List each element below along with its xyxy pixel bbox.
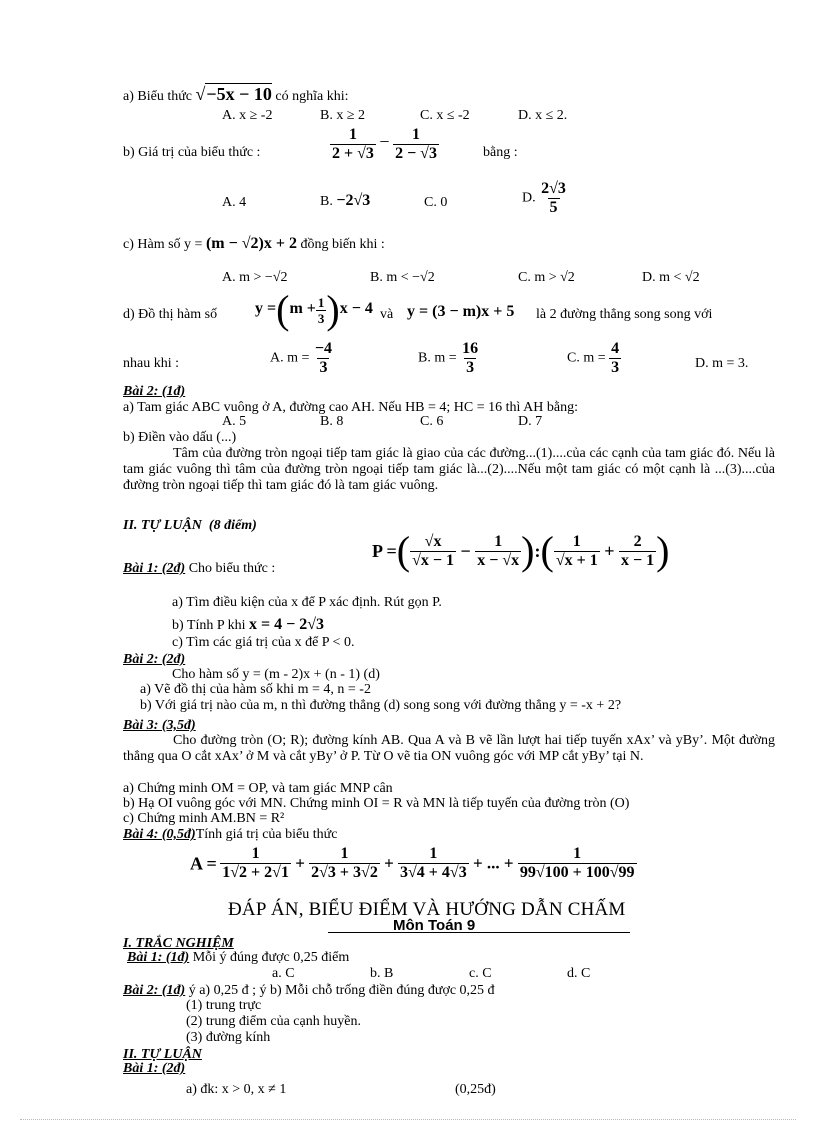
q1b-option-c: C. 0 [424, 195, 448, 210]
q1b-suffix: bằng : [483, 145, 518, 160]
answer-subtitle: Môn Toán 9 [393, 917, 476, 934]
q1a-option-c: C. x ≤ -2 [420, 108, 470, 123]
answer-b1-row: Bài 1: (1đ) Mỗi ý đúng được 0,25 điểm [127, 950, 350, 965]
q1c-option-b: B. m < −√2 [370, 270, 435, 285]
tl-b2-intro: Cho hàm số y = (m - 2)x + (n - 1) (d) [172, 667, 380, 682]
sqrt-expression: √−5x − 10 [195, 84, 272, 104]
q2b-paragraph: Tâm của đường tròn ngoại tiếp tam giác là giao của các đường...(1)....của các cạnh của tam giác đó. Nếu là tam giác vuông thì tâm của đường tròn ngoại tiếp tam giác là...(2)....Nếu một tam giác có một cạnh là ...(3)....của đường tròn ngoại tiếp thì tam giác đó là tam giác vuông. [123, 446, 775, 493]
answer-b2-item2: (2) trung điểm của cạnh huyền. [186, 1014, 361, 1029]
q1d-and: và [380, 307, 394, 322]
answer-b2-row: Bài 2: (1đ) ý a) 0,25 đ ; ý b) Mỗi chỗ trống điền đúng được 0,25 đ [123, 983, 495, 998]
q1d-option-a: A. m = $\frac{-4}{3}$ [270, 340, 333, 376]
tl-b2-a: a) Vẽ đồ thị của hàm số khi m = 4, n = -2 [140, 682, 371, 697]
answer-b2-item1: (1) trung trực [186, 998, 262, 1013]
tl-b3-paragraph: Cho đường tròn (O; R); đường kính AB. Qua A và B vẽ lần lượt hai tiếp tuyến xAx’ và yBy’. Một đường thẳng qua O cắt xAx’ ở M và cắt yBy’ ở P. Từ O vẽ tia ON vuông góc với MP cắt yBy’ tại N. [123, 733, 775, 764]
q2a-text: a) Tam giác ABC vuông ở A, đường cao AH. Nếu HB = 4; HC = 16 thì AH bằng: [123, 400, 578, 415]
answer-tl-b1-score: (0,25đ) [455, 1082, 496, 1097]
answer-b1-a: a. C [272, 966, 295, 981]
tuluan-heading: II. TỰ LUẬN (8 điểm) [123, 518, 257, 533]
tl-b1-b: b) Tính P khi x = 4 − 2√3 [172, 616, 325, 633]
q1d-option-d: D. m = 3. [695, 356, 749, 371]
q1c-row: c) Hàm số y = (m − √2)x + 2 đồng biến khi : [123, 235, 385, 252]
q1c-option-a: A. m > −√2 [222, 270, 288, 285]
q1b-option-d: D. $\frac{2√3}{5}$ [522, 180, 566, 216]
expression-p: P =( $\frac{√x}{√x - 1}$ − $\frac{1}{x - √x}$ ):( $\frac{1}{√x + 1}$ + $\frac{2}{x - 1}$ ) [372, 528, 670, 573]
tl-b1-a: a) Tìm điều kiện của x để P xác định. Rút gọn P. [172, 595, 442, 610]
tl-b2-b: b) Với giá trị nào của m, n thì đường thẳng (d) song song với đường thẳng y = -x + 2? [140, 698, 622, 713]
q1a-option-d: D. x ≤ 2. [518, 108, 568, 123]
tl-bai1-row: Bài 1: (2đ) Cho biểu thức : [123, 561, 276, 576]
tl-b3-c: c) Chứng minh AM.BN = R² [123, 811, 285, 826]
tl-bai3-title: Bài 3: (3,5đ) [123, 718, 196, 733]
q1c-option-d: D. m < √2 [642, 270, 700, 285]
q1d-option-c: C. m = $\frac{4}{3}$ [567, 340, 620, 376]
q2a-option-b: B. 8 [320, 414, 344, 429]
answer-tn-heading: I. TRẮC NGHIỆM [123, 936, 234, 951]
q2a-option-a: A. 5 [222, 414, 247, 429]
q1d-line1: y =(m + $\frac{1}{3}$ )x − 4 [255, 287, 373, 332]
answer-tl-b1-title: Bài 1: (2đ) [123, 1061, 186, 1076]
q2b-label: b) Điền vào dấu (...) [123, 430, 237, 445]
tl-bai4-row: Bài 4: (0,5đ)Tính giá trị của biểu thức [123, 827, 338, 842]
answer-b2-item3: (3) đường kính [186, 1030, 271, 1045]
subtitle-underline [328, 932, 630, 933]
page-bottom-border [20, 1119, 796, 1120]
q1d-suffix: là 2 đường thẳng song song với [536, 307, 713, 322]
tl-bai2-title: Bài 2: (2đ) [123, 652, 186, 667]
tl-b3-a: a) Chứng minh OM = OP, và tam giác MNP cân [123, 781, 393, 796]
q1d-line2: y = (3 − m)x + 5 [407, 303, 515, 320]
q1a-row: a) Biểu thức √−5x − 10 có nghĩa khi: [123, 84, 349, 104]
answer-b1-c: c. C [469, 966, 492, 981]
q2a-option-c: C. 6 [420, 414, 444, 429]
answer-tl-b1-a: a) đk: x > 0, x ≠ 1 [186, 1082, 287, 1097]
q1a-option-b: B. x ≥ 2 [320, 108, 366, 123]
q1b-label: b) Giá trị của biểu thức : [123, 145, 261, 160]
expression-a: A = $\frac{1}{1√2 + 2√1}$ + $\frac{1}{2√3 + 3√2}$ + $\frac{1}{3√4 + 4√3}$ + ... + $\frac{1}{99√100 + 100√99}$ [190, 845, 635, 881]
answer-tl-heading: II. TỰ LUẬN [123, 1047, 202, 1062]
answer-b1-d: d. C [567, 966, 591, 981]
q1b-option-a: A. 4 [222, 195, 247, 210]
q1c-option-c: C. m > √2 [518, 270, 575, 285]
q2a-option-d: D. 7 [518, 414, 543, 429]
tl-b1-c: c) Tìm các giá trị của x để P < 0. [172, 635, 355, 650]
part1-bai2-title: Bài 2: (1đ) [123, 384, 186, 399]
q1b-option-b: B. −2√3 [320, 192, 371, 209]
q1d-label: d) Đồ thị hàm số [123, 307, 218, 322]
q1a-option-a: A. x ≥ -2 [222, 108, 273, 123]
tl-b3-b: b) Hạ OI vuông góc với MN. Chứng minh OI = R và MN là tiếp tuyến của đường tròn (O) [123, 796, 630, 811]
answer-title: ĐÁP ÁN, BIỂU ĐIỂM VÀ HƯỚNG DẪN CHẤM [228, 899, 626, 920]
q1d-continuation: nhau khi : [123, 356, 179, 371]
q1d-option-b: B. m = $\frac{16}{3}$ [418, 340, 479, 376]
answer-b1-b: b. B [370, 966, 394, 981]
q1b-expression: $\frac{1}{2 + √3}$ − $\frac{1}{2 - √3}$ [332, 126, 437, 162]
